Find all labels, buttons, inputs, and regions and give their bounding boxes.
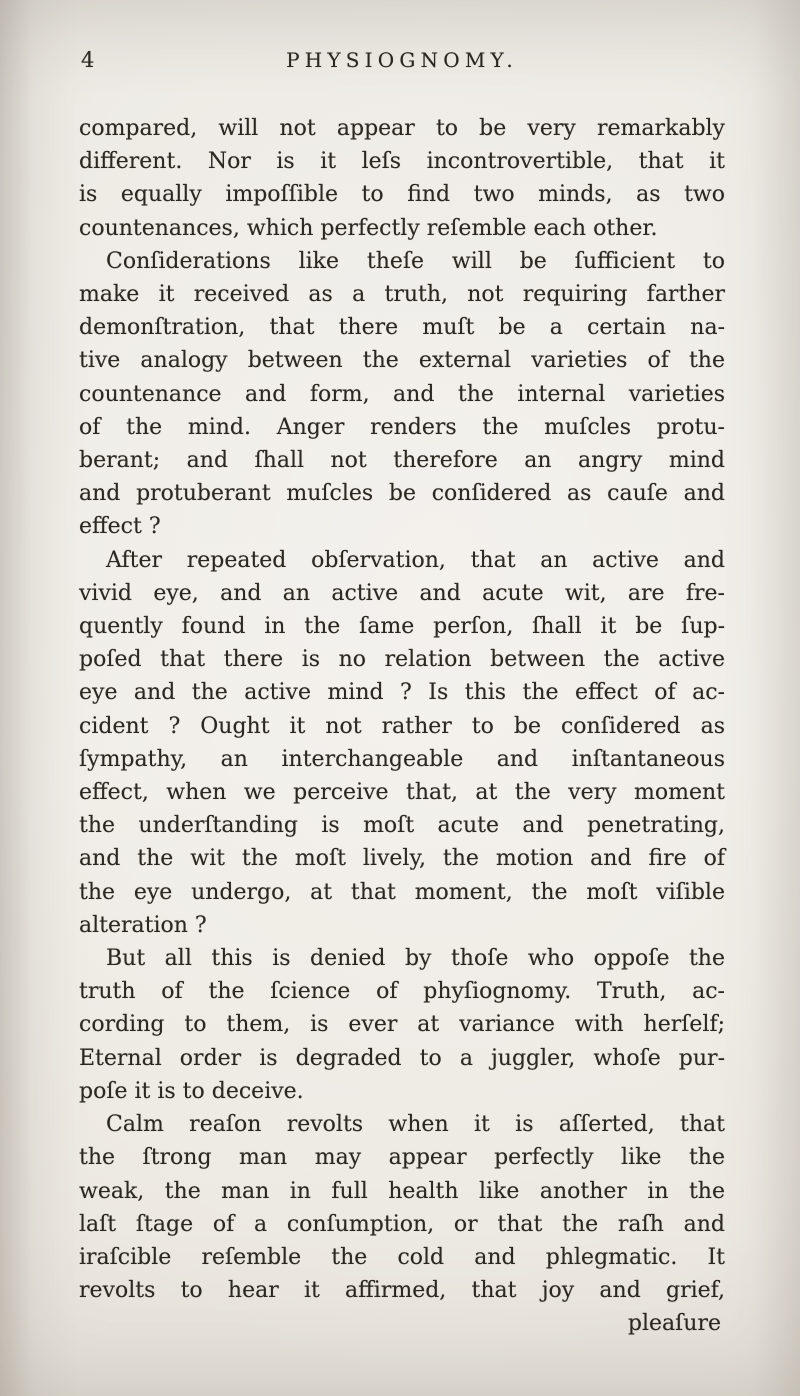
text-line: revolts to hear it affirmed, that joy and grief,	[79, 1278, 725, 1304]
text-line: effect, when we perceive that, at the very moment	[79, 780, 725, 806]
text-column	[79, 112, 725, 1341]
text-line: tive analogy between the external varieties of the	[79, 348, 725, 374]
running-title: PHYSIOGNOMY.	[286, 48, 518, 72]
paragraph	[79, 1108, 725, 1307]
text-line: But all this is denied by thoſe who oppoſe the	[106, 946, 725, 972]
text-line: quently found in the ſame perſon, ſhall it be ſup-	[79, 614, 725, 640]
text-line: effect ?	[79, 514, 161, 540]
text-line: After repeated obſervation, that an active and	[106, 547, 725, 573]
text-line: Calm reaſon revolts when it is aſſerted, that	[106, 1112, 725, 1138]
text-line: different. Nor is it leſs incontrovertible, that it	[79, 149, 725, 175]
text-line: the underſtanding is moſt acute and penetrating,	[79, 813, 725, 839]
paragraph	[79, 544, 725, 942]
text-line: poſed that there is no relation between the active	[79, 647, 725, 673]
page-body	[79, 112, 725, 1307]
text-line: alteration ?	[79, 912, 207, 938]
text-line: vivid eye, and an active and acute wit, are fre-	[79, 580, 725, 606]
text-line: ſympathy, an interchangeable and inſtantaneous	[79, 746, 725, 772]
text-line: poſe it is to deceive.	[79, 1078, 304, 1104]
text-line: of the mind. Anger renders the muſcles protu-	[79, 414, 725, 440]
text-line: the ſtrong man may appear perfectly like the	[79, 1145, 725, 1171]
text-line: countenances, which perfectly reſemble each other.	[79, 215, 658, 241]
text-line: berant; and ſhall not therefore an angry mind	[79, 448, 725, 474]
catchword: pleaſure	[627, 1311, 721, 1337]
text-line: cident ? Ought it not rather to be conſidered as	[79, 713, 725, 739]
text-line: make it received as a truth, not requiring farther	[79, 282, 725, 308]
page-header	[79, 46, 725, 78]
text-line: iraſcible reſemble the cold and phlegmatic. It	[79, 1244, 725, 1270]
paragraph	[79, 942, 725, 1108]
text-line: cording to them, is ever at variance with herſelf;	[79, 1012, 725, 1038]
text-line: eye and the active mind ? Is this the effect of ac-	[79, 680, 725, 706]
text-line: and protuberant muſcles be conſidered as cauſe and	[79, 481, 725, 507]
text-line: the eye undergo, at that moment, the moſt viſible	[79, 879, 725, 905]
paragraph	[79, 112, 725, 245]
text-line: weak, the man in full health like another in the	[79, 1178, 725, 1204]
paragraph	[79, 245, 725, 544]
text-line: laſt ſtage of a conſumption, or that the raſh and	[79, 1211, 725, 1237]
text-line: demonſtration, that there muſt be a certain na-	[79, 315, 725, 341]
text-line: is equally impoſſible to find two minds, as two	[79, 182, 725, 208]
text-line: compared, will not appear to be very remarkably	[79, 116, 725, 141]
text-line: and the wit the moſt lively, the motion and fire of	[79, 846, 725, 872]
text-line: countenance and form, and the internal varieties	[79, 381, 725, 407]
text-line: truth of the ſcience of phyſiognomy. Truth, ac-	[79, 979, 725, 1005]
page-number: 4	[81, 48, 95, 72]
text-line: Conſiderations like theſe will be ſufficient to	[106, 248, 725, 274]
text-line: Eternal order is degraded to a juggler, whoſe pur-	[79, 1045, 725, 1071]
